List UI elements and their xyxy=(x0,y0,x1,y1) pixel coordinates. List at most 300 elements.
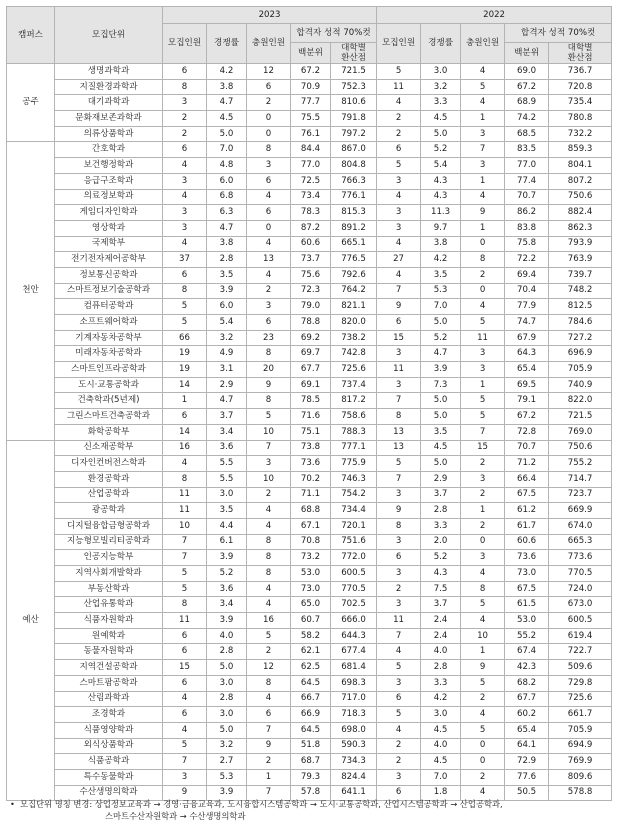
percentile-2022-cell: 69.0 xyxy=(505,64,549,80)
quota-2022-cell: 4 xyxy=(377,267,421,283)
table-row xyxy=(7,79,612,95)
converted-2022-cell: 509.6 xyxy=(549,660,612,676)
converted-2023-cell: 867.0 xyxy=(331,142,377,158)
extra-2023-cell: 20 xyxy=(247,362,291,378)
percentile-2023-cell: 51.8 xyxy=(291,738,331,754)
percentile-2023-cell: 68.8 xyxy=(291,503,331,519)
percentile-2022-cell: 68.9 xyxy=(505,95,549,111)
percentile-2022-cell: 72.9 xyxy=(505,754,549,770)
table-body xyxy=(7,64,612,801)
header-converted-line2: 환산점 xyxy=(567,53,593,63)
converted-2022-cell: 665.3 xyxy=(549,534,612,550)
extra-2022-cell: 0 xyxy=(461,738,505,754)
quota-2022-cell: 27 xyxy=(377,252,421,268)
quota-2023-cell: 4 xyxy=(163,456,207,472)
converted-2022-cell: 859.3 xyxy=(549,142,612,158)
converted-2022-cell: 882.4 xyxy=(549,205,612,221)
rate-2023-cell: 4.7 xyxy=(207,95,247,111)
table-row xyxy=(7,377,612,393)
converted-2023-cell: 600.5 xyxy=(331,566,377,582)
table-row xyxy=(7,566,612,582)
rate-2022-cell: 5.0 xyxy=(421,315,461,331)
rate-2023-cell: 3.4 xyxy=(207,597,247,613)
table-row xyxy=(7,409,612,425)
rate-2023-cell: 2.8 xyxy=(207,252,247,268)
converted-2022-cell: 748.2 xyxy=(549,283,612,299)
rate-2022-cell: 9.7 xyxy=(421,220,461,236)
rate-2022-cell: 2.4 xyxy=(421,628,461,644)
rate-2023-cell: 2.8 xyxy=(207,691,247,707)
rate-2022-cell: 2.9 xyxy=(421,471,461,487)
percentile-2023-cell: 73.2 xyxy=(291,550,331,566)
converted-2023-cell: 738.2 xyxy=(331,330,377,346)
quota-2022-cell: 3 xyxy=(377,377,421,393)
extra-2023-cell: 4 xyxy=(247,691,291,707)
percentile-2022-cell: 50.5 xyxy=(505,785,549,801)
percentile-2022-cell: 73.0 xyxy=(505,566,549,582)
converted-2023-cell: 737.4 xyxy=(331,377,377,393)
percentile-2023-cell: 76.1 xyxy=(291,126,331,142)
rate-2023-cell: 5.0 xyxy=(207,126,247,142)
rate-2023-cell: 3.9 xyxy=(207,785,247,801)
percentile-2022-cell: 68.2 xyxy=(505,675,549,691)
percentile-2022-cell: 71.2 xyxy=(505,456,549,472)
converted-2022-cell: 780.8 xyxy=(549,111,612,127)
table-row xyxy=(7,613,612,629)
rate-2023-cell: 3.9 xyxy=(207,550,247,566)
rate-2022-cell: 4.5 xyxy=(421,440,461,456)
converted-2023-cell: 734.4 xyxy=(331,503,377,519)
extra-2023-cell: 6 xyxy=(247,315,291,331)
extra-2023-cell: 12 xyxy=(247,64,291,80)
converted-2023-cell: 746.3 xyxy=(331,471,377,487)
percentile-2023-cell: 67.1 xyxy=(291,518,331,534)
extra-2023-cell: 2 xyxy=(247,644,291,660)
quota-2023-cell: 4 xyxy=(163,158,207,174)
rate-2023-cell: 3.6 xyxy=(207,581,247,597)
converted-2022-cell: 727.2 xyxy=(549,330,612,346)
header-year-2022: 2022 xyxy=(377,7,612,24)
extra-2022-cell: 15 xyxy=(461,440,505,456)
quota-2022-cell: 3 xyxy=(377,173,421,189)
rate-2023-cell: 2.9 xyxy=(207,377,247,393)
percentile-2023-cell: 67.2 xyxy=(291,64,331,80)
table-row xyxy=(7,173,612,189)
extra-2022-cell: 9 xyxy=(461,660,505,676)
unit-cell: 디지털융합금형공학과 xyxy=(55,518,163,534)
percentile-2022-cell: 74.7 xyxy=(505,315,549,331)
extra-2023-cell: 6 xyxy=(247,173,291,189)
header-cut-2023: 합격자 성적 70%컷 xyxy=(291,24,377,43)
rate-2022-cell: 4.3 xyxy=(421,566,461,582)
rate-2023-cell: 2.8 xyxy=(207,644,247,660)
percentile-2022-cell: 61.2 xyxy=(505,503,549,519)
extra-2023-cell: 8 xyxy=(247,346,291,362)
unit-cell: 식품자원학과 xyxy=(55,613,163,629)
percentile-2023-cell: 79.0 xyxy=(291,299,331,315)
converted-2022-cell: 736.7 xyxy=(549,64,612,80)
rate-2023-cell: 3.8 xyxy=(207,79,247,95)
rate-2023-cell: 3.1 xyxy=(207,362,247,378)
extra-2022-cell: 1 xyxy=(461,220,505,236)
quota-2022-cell: 8 xyxy=(377,409,421,425)
extra-2022-cell: 8 xyxy=(461,252,505,268)
rate-2022-cell: 5.2 xyxy=(421,142,461,158)
rate-2023-cell: 3.9 xyxy=(207,613,247,629)
rate-2023-cell: 4.0 xyxy=(207,628,247,644)
converted-2023-cell: 776.5 xyxy=(331,252,377,268)
converted-2022-cell: 793.9 xyxy=(549,236,612,252)
extra-2023-cell: 2 xyxy=(247,487,291,503)
quota-2022-cell: 5 xyxy=(377,660,421,676)
percentile-2022-cell: 42.3 xyxy=(505,660,549,676)
header-quota-2022: 모집인원 xyxy=(377,24,421,64)
rate-2022-cell: 3.5 xyxy=(421,424,461,440)
header-rate-2023: 경쟁률 xyxy=(207,24,247,64)
converted-2023-cell: 766.3 xyxy=(331,173,377,189)
quota-2023-cell: 19 xyxy=(163,346,207,362)
percentile-2022-cell: 67.4 xyxy=(505,644,549,660)
percentile-2022-cell: 61.7 xyxy=(505,518,549,534)
extra-2023-cell: 8 xyxy=(247,566,291,582)
rate-2023-cell: 3.0 xyxy=(207,487,247,503)
table-header xyxy=(7,7,612,64)
quota-2022-cell: 2 xyxy=(377,738,421,754)
converted-2023-cell: 797.2 xyxy=(331,126,377,142)
converted-2022-cell: 732.2 xyxy=(549,126,612,142)
extra-2023-cell: 4 xyxy=(247,597,291,613)
percentile-2023-cell: 60.6 xyxy=(291,236,331,252)
unit-cell: 원예학과 xyxy=(55,628,163,644)
quota-2022-cell: 2 xyxy=(377,111,421,127)
table-row xyxy=(7,597,612,613)
percentile-2022-cell: 83.5 xyxy=(505,142,549,158)
converted-2023-cell: 810.6 xyxy=(331,95,377,111)
percentile-2022-cell: 86.2 xyxy=(505,205,549,221)
percentile-2023-cell: 64.5 xyxy=(291,722,331,738)
table-row xyxy=(7,440,612,456)
rate-2023-cell: 6.1 xyxy=(207,534,247,550)
rate-2022-cell: 5.0 xyxy=(421,409,461,425)
rate-2022-cell: 3.0 xyxy=(421,64,461,80)
percentile-2022-cell: 67.2 xyxy=(505,79,549,95)
rate-2022-cell: 3.5 xyxy=(421,267,461,283)
converted-2023-cell: 777.1 xyxy=(331,440,377,456)
percentile-2023-cell: 79.3 xyxy=(291,769,331,785)
extra-2022-cell: 3 xyxy=(461,362,505,378)
table-row xyxy=(7,111,612,127)
rate-2022-cell: 2.8 xyxy=(421,660,461,676)
extra-2022-cell: 4 xyxy=(461,189,505,205)
header-extra-2022: 충원인원 xyxy=(461,24,505,64)
rate-2022-cell: 2.4 xyxy=(421,613,461,629)
unit-cell: 영상학과 xyxy=(55,220,163,236)
rate-2023-cell: 2.7 xyxy=(207,754,247,770)
quota-2023-cell: 4 xyxy=(163,691,207,707)
quota-2022-cell: 3 xyxy=(377,675,421,691)
extra-2023-cell: 9 xyxy=(247,377,291,393)
unit-cell: 지역사회개발학과 xyxy=(55,566,163,582)
quota-2023-cell: 6 xyxy=(163,64,207,80)
extra-2022-cell: 0 xyxy=(461,534,505,550)
percentile-2022-cell: 66.4 xyxy=(505,471,549,487)
unit-cell: 생명과학과 xyxy=(55,64,163,80)
quota-2023-cell: 66 xyxy=(163,330,207,346)
extra-2023-cell: 6 xyxy=(247,205,291,221)
converted-2023-cell: 804.8 xyxy=(331,158,377,174)
extra-2022-cell: 4 xyxy=(461,64,505,80)
extra-2023-cell: 8 xyxy=(247,550,291,566)
converted-2023-cell: 772.0 xyxy=(331,550,377,566)
quota-2022-cell: 15 xyxy=(377,330,421,346)
rate-2023-cell: 3.2 xyxy=(207,330,247,346)
header-cut-2022: 합격자 성적 70%컷 xyxy=(505,24,612,43)
table-row xyxy=(7,691,612,707)
rate-2023-cell: 4.4 xyxy=(207,518,247,534)
rate-2022-cell: 3.9 xyxy=(421,362,461,378)
percentile-2022-cell: 83.8 xyxy=(505,220,549,236)
percentile-2023-cell: 73.0 xyxy=(291,581,331,597)
quota-2023-cell: 1 xyxy=(163,393,207,409)
header-converted-line2: 환산점 xyxy=(341,53,366,63)
quota-2023-cell: 11 xyxy=(163,487,207,503)
quota-2022-cell: 6 xyxy=(377,550,421,566)
percentile-2022-cell: 68.5 xyxy=(505,126,549,142)
rate-2023-cell: 3.5 xyxy=(207,267,247,283)
unit-cell: 스마트팜공학과 xyxy=(55,675,163,691)
converted-2023-cell: 788.3 xyxy=(331,424,377,440)
rate-2022-cell: 7.0 xyxy=(421,299,461,315)
unit-cell: 대기과학과 xyxy=(55,95,163,111)
percentile-2023-cell: 72.5 xyxy=(291,173,331,189)
quota-2023-cell: 2 xyxy=(163,126,207,142)
converted-2023-cell: 590.3 xyxy=(331,738,377,754)
table-row xyxy=(7,503,612,519)
extra-2023-cell: 4 xyxy=(247,503,291,519)
quota-2022-cell: 13 xyxy=(377,440,421,456)
extra-2022-cell: 1 xyxy=(461,173,505,189)
percentile-2022-cell: 77.0 xyxy=(505,158,549,174)
quota-2023-cell: 14 xyxy=(163,424,207,440)
rate-2023-cell: 3.6 xyxy=(207,440,247,456)
quota-2022-cell: 4 xyxy=(377,722,421,738)
unit-cell: 보건행정학과 xyxy=(55,158,163,174)
footnote xyxy=(10,798,610,822)
percentile-2023-cell: 70.2 xyxy=(291,471,331,487)
quota-2023-cell: 7 xyxy=(163,754,207,770)
header-converted-2023 xyxy=(331,43,377,64)
table-row xyxy=(7,299,612,315)
extra-2022-cell: 3 xyxy=(461,471,505,487)
extra-2022-cell: 0 xyxy=(461,236,505,252)
percentile-2022-cell: 53.0 xyxy=(505,613,549,629)
percentile-2023-cell: 77.0 xyxy=(291,158,331,174)
extra-2023-cell: 4 xyxy=(247,581,291,597)
unit-cell: 특수동물학과 xyxy=(55,769,163,785)
rate-2023-cell: 3.5 xyxy=(207,503,247,519)
quota-2023-cell: 3 xyxy=(163,205,207,221)
rate-2023-cell: 5.3 xyxy=(207,769,247,785)
quota-2023-cell: 7 xyxy=(163,534,207,550)
quota-2022-cell: 9 xyxy=(377,299,421,315)
quota-2023-cell: 3 xyxy=(163,173,207,189)
percentile-2022-cell: 74.2 xyxy=(505,111,549,127)
quota-2022-cell: 4 xyxy=(377,95,421,111)
converted-2023-cell: 820.0 xyxy=(331,315,377,331)
header-percentile-2022: 백분위 xyxy=(505,43,549,64)
quota-2022-cell: 6 xyxy=(377,785,421,801)
converted-2023-cell: 677.4 xyxy=(331,644,377,660)
converted-2023-cell: 720.1 xyxy=(331,518,377,534)
converted-2022-cell: 721.5 xyxy=(549,409,612,425)
percentile-2022-cell: 77.4 xyxy=(505,173,549,189)
quota-2022-cell: 11 xyxy=(377,613,421,629)
quota-2023-cell: 5 xyxy=(163,566,207,582)
converted-2023-cell: 698.3 xyxy=(331,675,377,691)
converted-2022-cell: 619.4 xyxy=(549,628,612,644)
percentile-2023-cell: 75.6 xyxy=(291,267,331,283)
percentile-2022-cell: 70.7 xyxy=(505,189,549,205)
unit-cell: 스마트인프라공학과 xyxy=(55,362,163,378)
converted-2022-cell: 770.5 xyxy=(549,566,612,582)
quota-2022-cell: 3 xyxy=(377,534,421,550)
unit-cell: 국제학부 xyxy=(55,236,163,252)
unit-cell: 게임디자인학과 xyxy=(55,205,163,221)
campus-cell: 공주 xyxy=(7,64,55,142)
extra-2023-cell: 12 xyxy=(247,660,291,676)
unit-cell: 산림과학과 xyxy=(55,691,163,707)
extra-2023-cell: 4 xyxy=(247,267,291,283)
percentile-2023-cell: 78.8 xyxy=(291,315,331,331)
table-row xyxy=(7,393,612,409)
quota-2023-cell: 19 xyxy=(163,362,207,378)
percentile-2022-cell: 67.2 xyxy=(505,409,549,425)
table-row xyxy=(7,722,612,738)
rate-2022-cell: 7.5 xyxy=(421,581,461,597)
quota-2023-cell: 8 xyxy=(163,79,207,95)
rate-2022-cell: 3.8 xyxy=(421,236,461,252)
quota-2022-cell: 6 xyxy=(377,691,421,707)
quota-2023-cell: 7 xyxy=(163,550,207,566)
extra-2022-cell: 2 xyxy=(461,691,505,707)
table-row xyxy=(7,660,612,676)
quota-2023-cell: 3 xyxy=(163,220,207,236)
rate-2022-cell: 3.0 xyxy=(421,707,461,723)
percentile-2023-cell: 77.7 xyxy=(291,95,331,111)
extra-2022-cell: 7 xyxy=(461,424,505,440)
table-row xyxy=(7,252,612,268)
extra-2022-cell: 11 xyxy=(461,330,505,346)
percentile-2023-cell: 69.2 xyxy=(291,330,331,346)
extra-2023-cell: 0 xyxy=(247,111,291,127)
quota-2022-cell: 5 xyxy=(377,456,421,472)
converted-2022-cell: 735.4 xyxy=(549,95,612,111)
percentile-2023-cell: 73.4 xyxy=(291,189,331,205)
converted-2023-cell: 717.0 xyxy=(331,691,377,707)
percentile-2023-cell: 66.9 xyxy=(291,707,331,723)
quota-2023-cell: 6 xyxy=(163,707,207,723)
converted-2023-cell: 791.8 xyxy=(331,111,377,127)
rate-2022-cell: 5.0 xyxy=(421,126,461,142)
percentile-2023-cell: 87.2 xyxy=(291,220,331,236)
extra-2023-cell: 8 xyxy=(247,142,291,158)
converted-2022-cell: 812.5 xyxy=(549,299,612,315)
percentile-2023-cell: 78.3 xyxy=(291,205,331,221)
converted-2022-cell: 673.0 xyxy=(549,597,612,613)
extra-2022-cell: 3 xyxy=(461,550,505,566)
extra-2023-cell: 1 xyxy=(247,769,291,785)
unit-cell: 부동산학과 xyxy=(55,581,163,597)
percentile-2023-cell: 69.1 xyxy=(291,377,331,393)
percentile-2023-cell: 62.5 xyxy=(291,660,331,676)
converted-2022-cell: 723.7 xyxy=(549,487,612,503)
rate-2023-cell: 3.8 xyxy=(207,236,247,252)
rate-2022-cell: 3.3 xyxy=(421,95,461,111)
extra-2022-cell: 5 xyxy=(461,675,505,691)
rate-2023-cell: 5.0 xyxy=(207,660,247,676)
header-rate-2022: 경쟁률 xyxy=(421,24,461,64)
extra-2022-cell: 4 xyxy=(461,566,505,582)
percentile-2022-cell: 75.8 xyxy=(505,236,549,252)
campus-cell: 예산 xyxy=(7,440,55,801)
extra-2022-cell: 2 xyxy=(461,487,505,503)
unit-cell: 지능형모빌리티공학과 xyxy=(55,534,163,550)
table-row xyxy=(7,707,612,723)
percentile-2022-cell: 60.6 xyxy=(505,534,549,550)
percentile-2022-cell: 67.5 xyxy=(505,487,549,503)
percentile-2023-cell: 73.8 xyxy=(291,440,331,456)
converted-2022-cell: 862.3 xyxy=(549,220,612,236)
extra-2023-cell: 3 xyxy=(247,456,291,472)
percentile-2022-cell: 55.2 xyxy=(505,628,549,644)
percentile-2023-cell: 75.5 xyxy=(291,111,331,127)
converted-2022-cell: 661.7 xyxy=(549,707,612,723)
extra-2022-cell: 2 xyxy=(461,267,505,283)
quota-2022-cell: 3 xyxy=(377,566,421,582)
percentile-2023-cell: 84.4 xyxy=(291,142,331,158)
quota-2023-cell: 4 xyxy=(163,189,207,205)
extra-2022-cell: 3 xyxy=(461,346,505,362)
converted-2023-cell: 734.3 xyxy=(331,754,377,770)
admission-results-table-container xyxy=(6,6,611,801)
quota-2023-cell: 6 xyxy=(163,644,207,660)
header-year-2023: 2023 xyxy=(163,7,377,24)
rate-2023-cell: 3.0 xyxy=(207,675,247,691)
rate-2022-cell: 4.3 xyxy=(421,189,461,205)
quota-2023-cell: 16 xyxy=(163,440,207,456)
quota-2022-cell: 5 xyxy=(377,158,421,174)
unit-cell: 외식상품학과 xyxy=(55,738,163,754)
quota-2023-cell: 8 xyxy=(163,283,207,299)
percentile-2023-cell: 73.6 xyxy=(291,456,331,472)
rate-2023-cell: 4.9 xyxy=(207,346,247,362)
converted-2023-cell: 666.0 xyxy=(331,613,377,629)
table-row xyxy=(7,95,612,111)
quota-2022-cell: 4 xyxy=(377,236,421,252)
rate-2023-cell: 3.2 xyxy=(207,738,247,754)
rate-2023-cell: 5.0 xyxy=(207,722,247,738)
extra-2023-cell: 7 xyxy=(247,785,291,801)
table-row xyxy=(7,550,612,566)
converted-2022-cell: 739.7 xyxy=(549,267,612,283)
unit-cell: 신소재공학부 xyxy=(55,440,163,456)
rate-2022-cell: 4.2 xyxy=(421,691,461,707)
extra-2022-cell: 0 xyxy=(461,754,505,770)
quota-2023-cell: 6 xyxy=(163,142,207,158)
converted-2023-cell: 718.3 xyxy=(331,707,377,723)
percentile-2022-cell: 70.4 xyxy=(505,283,549,299)
unit-cell: 수산생명의학과 xyxy=(55,785,163,801)
